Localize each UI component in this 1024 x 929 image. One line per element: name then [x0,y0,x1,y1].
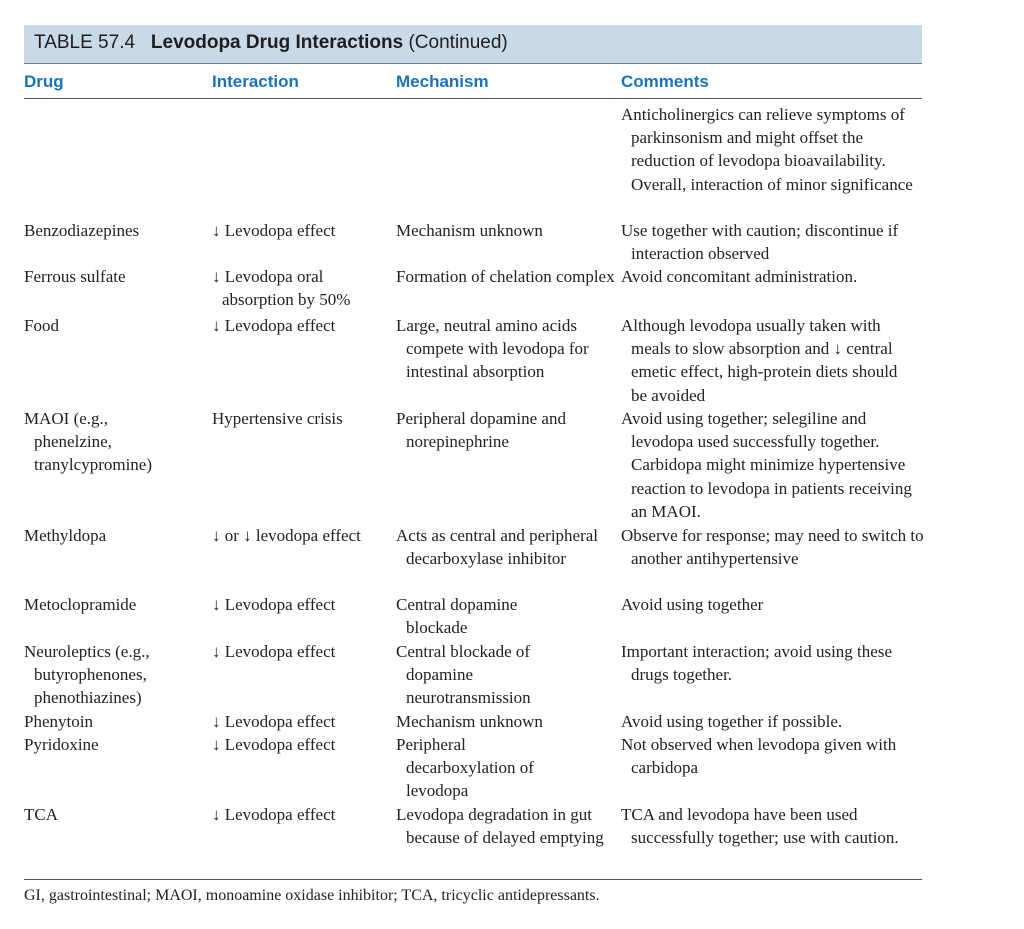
cell-interaction: ↓ Levodopa effect [212,735,336,754]
cell-interaction: ↓ Levodopa effect [212,316,336,335]
cell-comments: Avoid using together; selegiline and levodopa used successfully together. Carbidopa might minimize hypertensive reaction to levodopa in patients receiving an MAOI. [621,409,912,521]
cell-mechanism: Large, neutral amino acids compete with levodopa for intestinal absorption [396,316,589,382]
table-label: TABLE 57.4 [34,32,136,53]
cell-comments: Avoid using together if possible. [621,712,843,731]
header-mechanism: Mechanism [396,72,489,91]
table-title-continued: (Continued) [408,32,508,53]
header-comments: Comments [621,72,709,91]
cell-comments: TCA and levodopa have been used successfully together; use with caution. [621,805,899,848]
table-footnote: GI, gastrointestinal; MAOI, monoamine oxidase inhibitor; TCA, tricyclic antidepressants. [24,887,600,904]
cell-mechanism: Mechanism unknown [396,221,543,240]
cell-mechanism: Levodopa degradation in gut because of delayed emptying [396,805,604,848]
cell-mechanism: Formation of chelation complex [396,267,615,286]
cell-drug: Pyridoxine [24,735,99,754]
header-interaction: Interaction [212,72,299,91]
cell-drug: Methyldopa [24,526,107,545]
cell-drug: MAOI (e.g., phenelzine, tranylcypromine) [24,409,153,475]
table-title-main: Levodopa Drug Interactions [150,32,404,53]
cell-mechanism: Peripheral decarboxylation of levodopa [396,735,534,801]
cell-interaction: ↓ Levodopa effect [212,595,336,614]
cell-comments: Avoid concomitant administration. [621,267,858,286]
cell-drug: Ferrous sulfate [24,267,126,286]
cell-interaction: ↓ Levodopa effect [212,805,336,824]
cell-drug: Food [24,316,59,335]
cell-comments: Use together with caution; discontinue if interaction observed [621,221,899,264]
table-title [34,32,508,54]
cell-mechanism: Peripheral dopamine and norepinephrine [396,409,566,452]
table-bottom-rule [24,879,922,880]
cell-drug: Neuroleptics (e.g., butyrophenones, phenothiazines) [24,642,150,708]
cell-mechanism: Mechanism unknown [396,712,543,731]
table-header-row [24,65,922,99]
cell-interaction: ↓ Levodopa effect [212,642,336,661]
cell-drug: Metoclopramide [24,595,137,614]
table-title-bar [24,25,922,64]
cell-comments: Not observed when levodopa given with carbidopa [621,735,897,778]
cell-interaction: ↓ or ↓ levodopa effect [212,526,361,545]
cell-comments: Although levodopa usually taken with meals to slow absorption and ↓ central emetic effect, high-protein diets should be avoided [621,316,898,405]
cell-drug: Benzodiazepines [24,221,140,240]
cell-drug: TCA [24,805,58,824]
cell-mechanism: Acts as central and peripheral decarboxylase inhibitor [396,526,599,569]
cell-interaction: ↓ Levodopa effect [212,712,336,731]
cell-mechanism: Central blockade of dopamine neurotransmission [396,642,531,708]
cell-comments: Anticholinergics can relieve symptoms of parkinsonism and might offset the reduction of levodopa bioavailability. Overall, interaction of minor significance [621,105,913,194]
cell-interaction: ↓ Levodopa oral absorption by 50% [212,267,351,310]
cell-comments: Avoid using together [621,595,764,614]
header-drug: Drug [24,72,64,91]
cell-interaction: ↓ Levodopa effect [212,221,336,240]
cell-drug: Phenytoin [24,712,93,731]
cell-interaction: Hypertensive crisis [212,409,343,428]
cell-mechanism: Central dopamine blockade [396,595,518,638]
cell-comments: Observe for response; may need to switch to another antihypertensive [621,526,924,569]
cell-comments: Important interaction; avoid using these drugs together. [621,642,892,685]
